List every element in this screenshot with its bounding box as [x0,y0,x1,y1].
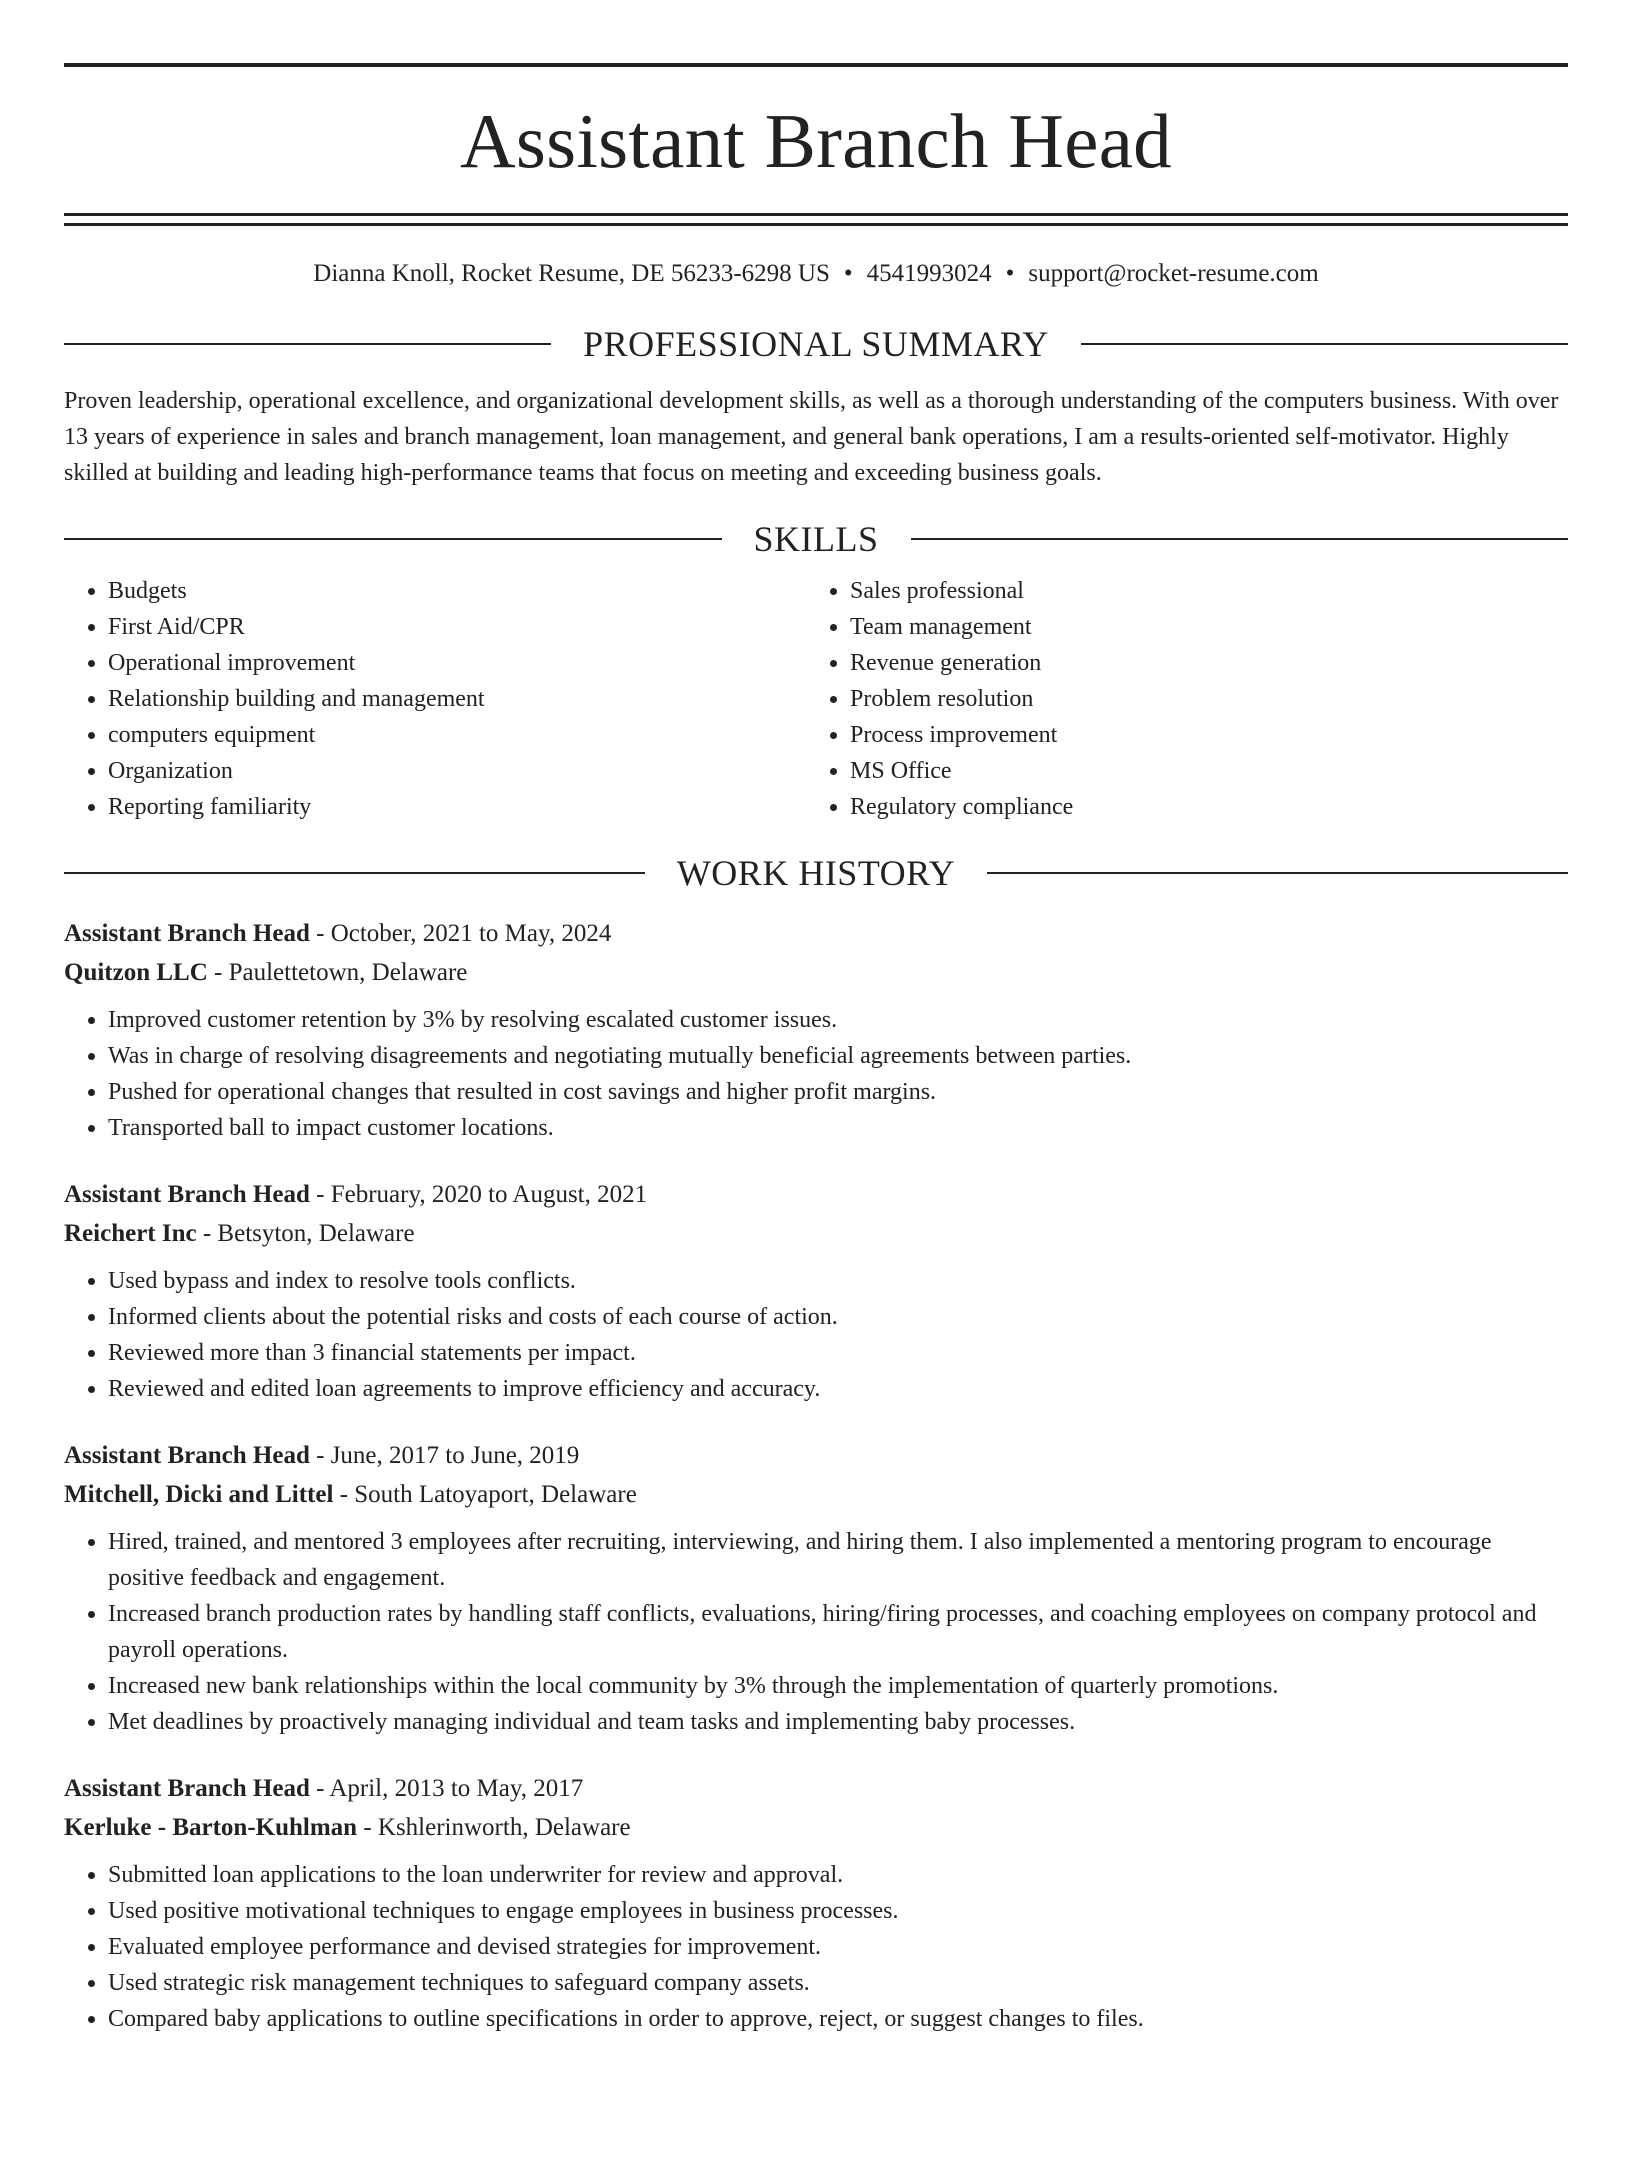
job-title: Assistant Branch Head [64,1442,310,1469]
job-bullet-item: • Improved customer retention by 3% by resolving escalated customer issues. [108,1002,1568,1038]
job-company: Reichert Inc [64,1220,197,1247]
skill-item: • Team management [850,609,1548,645]
job-bullet-item: • Reviewed more than 3 financial statements per impact. [108,1335,1568,1371]
skill-item: • Budgets [108,573,806,609]
job-company-line [64,1808,1568,1847]
work-heading-label: WORK HISTORY [676,853,956,893]
job-title: Assistant Branch Head [64,1775,310,1802]
skill-item: • MS Office [850,753,1548,789]
work-section-heading [64,853,1568,893]
skill-item: • First Aid/CPR [108,609,806,645]
job-location: - Kshlerinworth, Delaware [357,1814,631,1841]
work-history-list [64,914,1568,2037]
heading-rule-left [64,343,551,345]
job-bullets [64,1002,1568,1146]
job-bullet-item: • Used positive motivational techniques to engage employees in business processes. [108,1893,1568,1929]
job-bullet-item: • Evaluated employee performance and devised strategies for improvement. [108,1929,1568,1965]
skills-list-right [806,573,1548,825]
skills-columns [64,573,1568,825]
skill-item: • Regulatory compliance [850,789,1548,825]
contact-email: support@rocket-resume.com [1028,260,1319,287]
job-bullet-item: • Hired, trained, and mentored 3 employees after recruiting, interviewing, and hiring them. I also implemented a mentoring program to encourage positive feedback and engagement. [108,1524,1568,1596]
heading-rule-right [1081,343,1568,345]
job-company: Quitzon LLC [64,959,208,986]
job-bullet-item: • Increased new bank relationships within the local community by 3% through the implementation of quarterly promotions. [108,1668,1568,1704]
job-location: - Paulettetown, Delaware [207,959,468,986]
heading-rule-left [64,872,645,874]
job-dates: - April, 2013 to May, 2017 [309,1775,584,1802]
job-entry [64,914,1568,1146]
job-company: Kerluke - Barton-Kuhlman [64,1814,358,1841]
skill-item: • Revenue generation [850,645,1548,681]
job-title-line [64,1175,1568,1214]
job-title-line [64,1769,1568,1808]
job-dates: - June, 2017 to June, 2019 [309,1442,580,1469]
top-rule [64,63,1568,67]
job-bullet-item: • Informed clients about the potential risks and costs of each course of action. [108,1299,1568,1335]
job-dates: - February, 2020 to August, 2021 [309,1181,648,1208]
job-bullets [64,1524,1568,1740]
skill-item: • Problem resolution [850,681,1548,717]
job-bullet-item: • Was in charge of resolving disagreements and negotiating mutually beneficial agreements between parties. [108,1038,1568,1074]
skill-item: • computers equipment [108,717,806,753]
summary-text: Proven leadership, operational excellence, and organizational development skills, as well as a thorough understanding of the computers business. With over 13 years of experience in sales and branch management, loan management, and general bank operations, I am a results-oriented self-motivator. Highly skilled at building and leading high-performance teams that focus on meeting and exceeding business goals. [64,388,1559,486]
job-location: - South Latoyaport, Delaware [333,1481,637,1508]
job-entry [64,1175,1568,1407]
summary-section-heading [64,324,1568,364]
resume-page [0,63,1632,2175]
skills-section-heading [64,519,1568,559]
heading-rule-left [64,538,722,540]
job-bullet-item: • Transported ball to impact customer locations. [108,1110,1568,1146]
skill-item: • Organization [108,753,806,789]
job-title-line [64,914,1568,953]
job-company-line [64,1214,1568,1253]
contact-address: Dianna Knoll, Rocket Resume, DE 56233-6298 US [313,260,830,287]
skills-heading-label: SKILLS [753,519,879,559]
contact-separator: • [843,260,853,287]
job-entry [64,1436,1568,1740]
job-company: Mitchell, Dicki and Littel [64,1481,334,1508]
job-bullet-item: • Increased branch production rates by handling staff conflicts, evaluations, hiring/firing processes, and coaching employees on company protocol and payroll operations. [108,1596,1568,1668]
contact-phone: 4541993024 [866,260,992,287]
job-bullets [64,1857,1568,2037]
skill-item: • Sales professional [850,573,1548,609]
skill-item: • Reporting familiarity [108,789,806,825]
job-bullet-item: • Compared baby applications to outline specifications in order to approve, reject, or suggest changes to files. [108,2001,1568,2037]
skill-item: • Process improvement [850,717,1548,753]
job-bullet-item: • Submitted loan applications to the loan underwriter for review and approval. [108,1857,1568,1893]
job-bullet-item: • Used bypass and index to resolve tools conflicts. [108,1263,1568,1299]
job-bullet-item: • Reviewed and edited loan agreements to improve efficiency and accuracy. [108,1371,1568,1407]
job-bullet-item: • Pushed for operational changes that resulted in cost savings and higher profit margins. [108,1074,1568,1110]
job-entry [64,1769,1568,2037]
heading-rule-right [911,538,1569,540]
job-company-line [64,1475,1568,1514]
job-title-line [64,1436,1568,1475]
title-double-rule [64,213,1568,226]
job-dates: - October, 2021 to May, 2024 [309,920,612,947]
skill-item: • Relationship building and management [108,681,806,717]
skill-item: • Operational improvement [108,645,806,681]
job-bullet-item: • Met deadlines by proactively managing individual and team tasks and implementing baby processes. [108,1704,1568,1740]
job-bullet-item: • Used strategic risk management techniques to safeguard company assets. [108,1965,1568,2001]
job-title: Assistant Branch Head [64,920,310,947]
job-location: - Betsyton, Delaware [196,1220,415,1247]
job-bullets [64,1263,1568,1407]
contact-line [64,258,1568,290]
contact-separator: • [1005,260,1015,287]
skills-list-left [64,573,806,825]
heading-rule-right [987,872,1568,874]
job-company-line [64,953,1568,992]
job-title: Assistant Branch Head [64,1181,310,1208]
page-title: Assistant Branch Head [460,98,1172,184]
summary-heading-label: PROFESSIONAL SUMMARY [583,324,1049,364]
